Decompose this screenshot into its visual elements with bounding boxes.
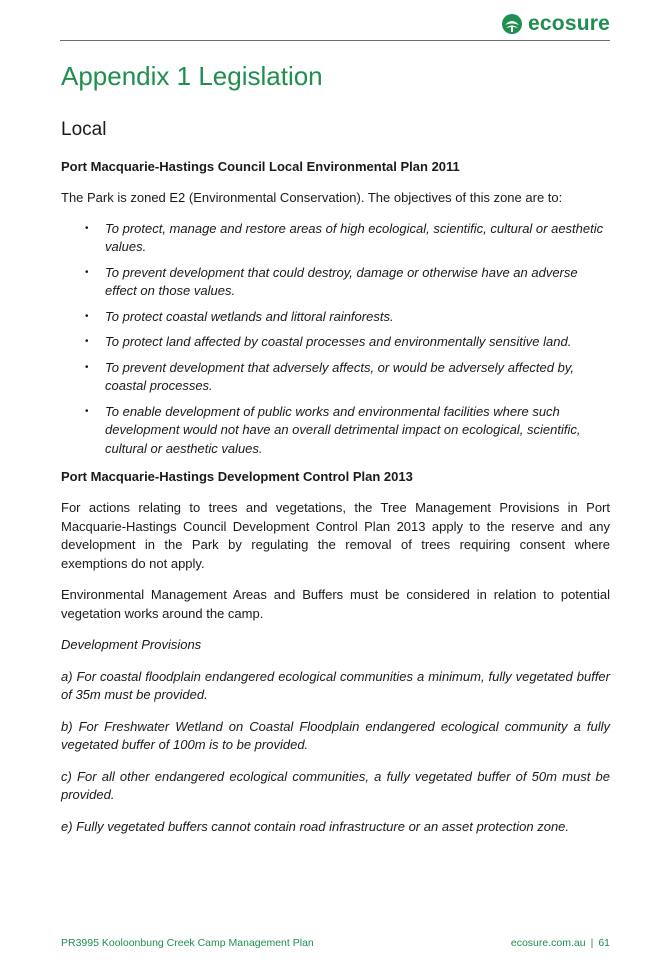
objective-item: • To protect, manage and restore areas of high ecological, scientific, cultural or aesthetic values. <box>61 220 610 257</box>
zone-objectives-list <box>61 220 610 459</box>
objective-item: • To prevent development that adversely affects, or would be adversely affected by, coastal processes. <box>61 359 610 396</box>
provision-item: e) Fully vegetated buffers cannot contain road infrastructure or an asset protection zone. <box>61 818 570 834</box>
provisions-heading: Development Provisions <box>61 637 202 652</box>
footer-document-title: PR3995 Kooloonbung Creek Camp Management Plan <box>61 937 314 949</box>
lep-intro: The Park is zoned E2 (Environmental Conservation). The objectives of this zone are to: <box>61 190 563 205</box>
dcp-heading: Port Macquarie-Hastings Development Control Plan 2013 <box>61 469 413 484</box>
footer-website-link[interactable]: ecosure.com.au <box>510 937 586 949</box>
footer-right <box>511 937 610 949</box>
page-header <box>60 10 610 41</box>
provision-item: c) For all other endangered ecological communities, a fully vegetated buffer of 50m must be provided. <box>61 768 610 802</box>
page-footer <box>61 937 610 949</box>
footer-separator: | <box>590 937 594 949</box>
page-content <box>61 58 610 836</box>
provision-item: a) For coastal floodplain endangered ecological communities a minimum, fully vegetated buffer of 35m must be provided. <box>61 668 610 702</box>
page-number: 61 <box>598 937 610 949</box>
lep-heading: Port Macquarie-Hastings Council Local Environmental Plan 2011 <box>61 159 460 174</box>
objective-item: • To protect coastal wetlands and littoral rainforests. <box>61 308 610 327</box>
ecosure-logo <box>501 12 610 36</box>
objective-item: • To protect land affected by coastal processes and environmentally sensitive land. <box>61 333 610 352</box>
dcp-paragraph: Environmental Management Areas and Buffers must be considered in relation to potential vegetation works around the camp. <box>61 587 610 621</box>
page-title: Appendix 1 Legislation <box>61 61 323 91</box>
section-heading-local: Local <box>61 119 107 140</box>
provision-item: b) For Freshwater Wetland on Coastal Floodplain endangered ecological community a fully vegetated buffer of 100m is to be provided. <box>61 718 610 752</box>
objective-item: • To prevent development that could destroy, damage or otherwise have an adverse effect on those values. <box>61 264 610 301</box>
objective-item: • To enable development of public works and environmental facilities where such development would not have an overall detrimental impact on ecological, scientific, cultural or aesthetic values. <box>61 403 610 459</box>
ecosure-leaf-logo-icon <box>501 13 523 35</box>
logo-text: ecosure <box>528 12 610 35</box>
dcp-paragraph: For actions relating to trees and vegetations, the Tree Management Provisions in Port Macquarie-Hastings Council Development Control Plan 2013 apply to the reserve and any development in the Park by regulating the removal of trees requiring consent where exemptions do not apply. <box>61 500 610 571</box>
